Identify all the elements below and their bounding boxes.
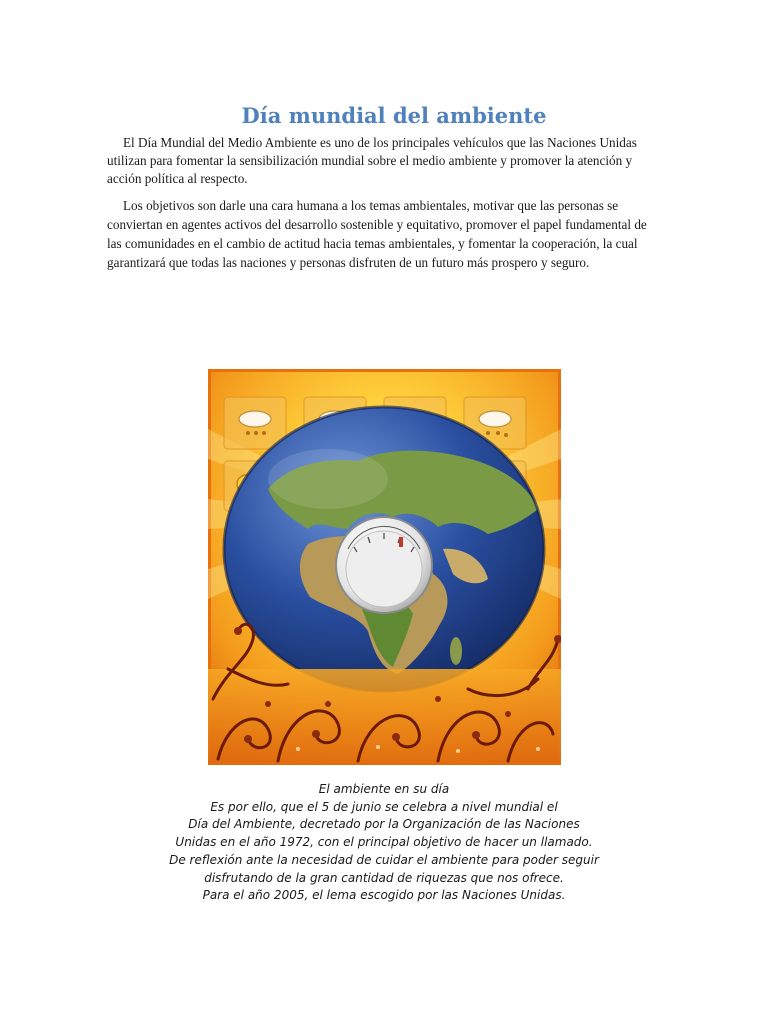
caption-line: El ambiente en su día (318, 782, 450, 796)
objectives-paragraph-text: Los objetivos son darle una cara humana a los temas ambientales, motivar que las personas se conviertan en agentes activos del desarrollo sostenible y equitativo, promover el papel fundamental de las comunidades en el cambio de actitud hacia temas ambientales, y fomentar la cooperación, la cual garantizará que todas las naciones y personas disfruten de un futuro más prospero y seguro. (107, 198, 647, 270)
globe-thermostat-illustration (208, 369, 561, 765)
intro-paragraph-text: El Día Mundial del Medio Ambiente es uno de los principales vehículos que las Naciones Unidas utilizan para fomentar la sensibilización mundial sobre el medio ambiente y promover la atención y acción política al respecto. (107, 135, 637, 186)
caption-line: Para el año 2005, el lema escogido por las Naciones Unidas. (202, 888, 566, 903)
intro-paragraph (107, 134, 661, 188)
objectives-paragraph (107, 196, 661, 272)
caption-line: De reflexión ante la necesidad de cuidar el ambiente para poder seguir (169, 852, 599, 867)
caption-line: disfrutando de la gran cantidad de riquezas que nos ofrece. (204, 870, 564, 885)
caption (0, 781, 768, 905)
caption-line: Es por ello, que el 5 de junio se celebra a nivel mundial el (210, 799, 558, 814)
thermostat-dial (336, 517, 432, 613)
caption-line: Día del Ambiente, decretado por la Organización de las Naciones (188, 817, 580, 832)
page-title: Día mundial del ambiente (241, 103, 547, 128)
caption-line: Unidas en el año 1972, con el principal objetivo de hacer un llamado. (175, 835, 593, 850)
